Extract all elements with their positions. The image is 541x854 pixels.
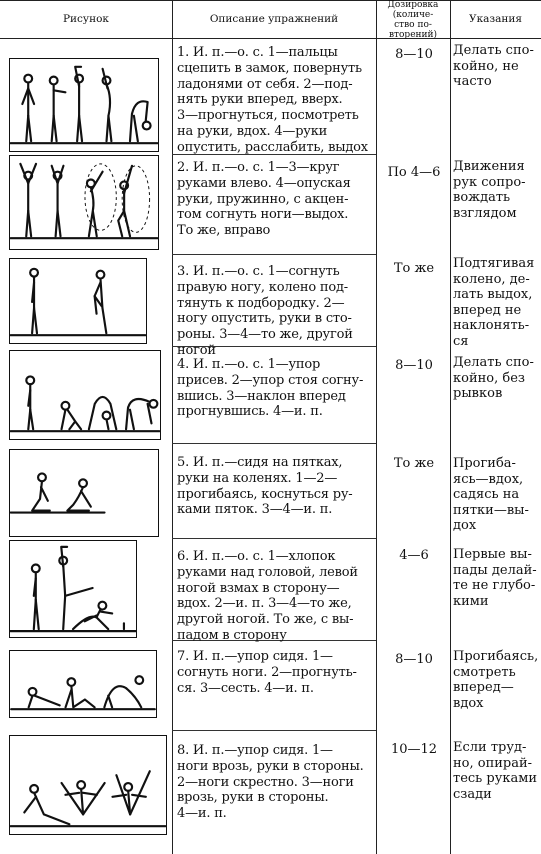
exercise-5-description: 5. И. п.—сидя на пятках, руки на коленях. 1—2— прогибаясь, коснуться ру- ками пяток. 3—4—и. п. [177,455,353,518]
exercise-8-illustration [9,735,167,835]
exercise-6-description: 6. И. п.—о. с. 1—хлопок руками над головой, левой ногой взмах в сторону— вдох. 2—и. п. 3—4—то же, другой ногой. То же, с вы- падом в сторону [177,549,358,643]
exercise-1-description: 1. И. п.—о. с. 1—пальцы сцепить в замок, повернуть ладонями от себя. 2—под- нять руки вперед, вверх. 3—прогнуться, посмотреть на руки, вдох. 4—руки опустить, расслабить, выдох [177,45,368,155]
exercise-5-illustration [9,449,159,537]
column-divider [172,0,173,854]
exercise-3-description: 3. И. п.—о. с. 1—согнуть правую ногу, колено под- тянуть к подбородку. 2— ногу опустить, руки в сто- роны. 3—4—то же, другой ногой [177,264,353,358]
exercise-1-dosage: 8—10 [395,47,433,62]
row-divider [172,538,376,539]
column-divider [376,0,377,854]
header-bottom-border [0,38,541,39]
table-top-border [0,0,541,1]
column-divider [450,0,451,854]
exercise-7-notes: Прогибаясь, смотреть вперед— вдох [453,649,539,711]
exercise-7-dosage: 8—10 [395,652,433,667]
exercise-7-illustration [9,650,157,718]
exercise-4-dosage: 8—10 [395,358,433,373]
row-divider [172,730,376,731]
exercise-3-notes: Подтягивая колено, де- лать выдох, вперед не наклонять- ся [453,256,535,349]
exercise-4-illustration [9,350,161,440]
exercise-2-notes: Движения рук сопро- вождать взглядом [453,159,526,221]
exercise-1-illustration [9,58,159,152]
exercise-6-illustration [9,540,137,638]
exercise-2-dosage: По 4—6 [387,165,441,180]
exercise-1-notes: Делать спо- койно, не часто [453,43,534,89]
exercise-2-description: 2. И. п.—о. с. 1—3—круг руками влево. 4—опуская руки, пружинно, с акцен- том согнуть ноги—выдох. То же, вправо [177,160,351,239]
exercise-6-notes: Первые вы- пады делай- те не глубо- кими [453,547,537,609]
exercise-3-illustration [9,258,147,344]
exercise-3-dosage: То же [393,261,435,276]
row-divider [172,254,376,255]
exercise-4-notes: Делать спо- койно, без рывков [453,355,534,401]
exercise-6-dosage: 4—6 [399,548,429,563]
exercise-8-notes: Если труд- но, опирай- тесь руками сзади [453,740,537,802]
row-divider [172,443,376,444]
header-picture: Рисунок [62,13,109,25]
exercise-5-notes: Прогиба- ясь—вдох, садясь на пятки—вы- дох [453,456,529,533]
exercise-2-illustration [9,155,159,250]
exercise-4-description: 4. И. п.—о. с. 1—упор присев. 2—упор стоя согну- вшись. 3—наклон вперед прогнувшись. 4—и. п. [177,357,364,420]
exercise-8-description: 8. И. п.—упор сидя. 1— ноги врозь, руки в стороны. 2—ноги скрестно. 3—ноги врозь, руки в стороны. 4—и. п. [177,743,364,822]
exercise-7-description: 7. И. п.—упор сидя. 1— согнуть ноги. 2—прогнуть- ся. 3—сесть. 4—и. п. [177,649,357,696]
header-notes: Указания [468,13,523,25]
header-description: Описание упражнений [209,13,339,25]
exercise-8-dosage: 10—12 [390,742,438,757]
exercise-5-dosage: То же [393,456,435,471]
header-dosage: Дозировка (количе- ство по- вторений) [387,0,439,40]
